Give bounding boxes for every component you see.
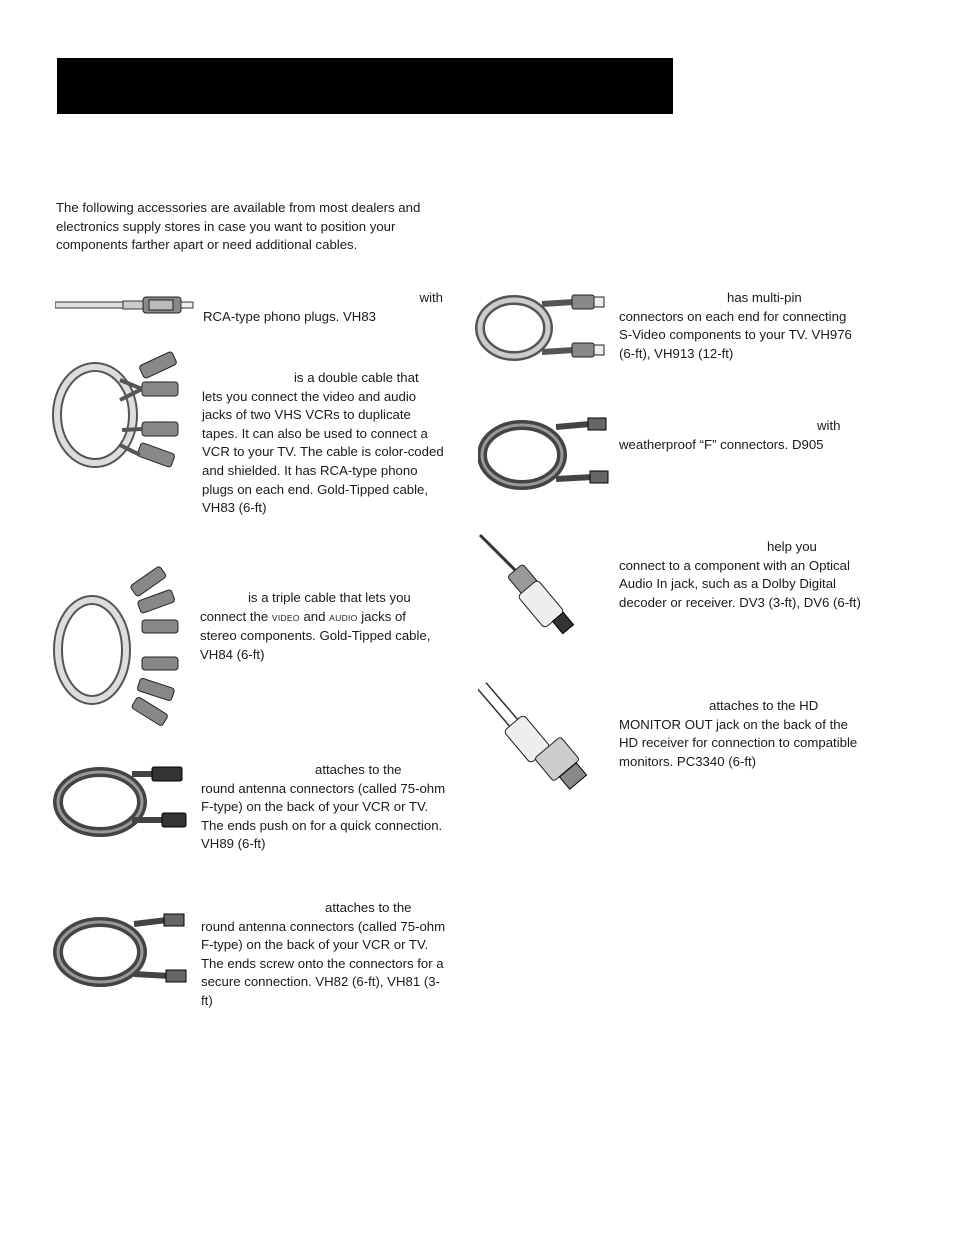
item-hd-desc: [619, 697, 859, 771]
item-triple-body-post: jacks of stereo components. Gold-Tipped cable, VH84 (6-ft): [200, 608, 431, 662]
triple-cable-image: [52, 565, 192, 730]
item-triple-desc: [200, 589, 444, 664]
item-rca-body: RCA-type phono plugs. VH83: [203, 308, 377, 324]
item-hd-lead: attaches to the HD: [709, 698, 819, 713]
item-double-lead: is a double cable that: [294, 370, 419, 385]
item-screwon-body: round antenna connectors (called 75-ohm F-type) on the back of your VCR or TV. The ends screw onto the connectors for a secure connection. VH82 (6-ft), VH81 (3-ft): [201, 918, 446, 1008]
item-svideo-lead: has multi-pin: [727, 290, 802, 305]
audio-smallcaps: AUDIO: [329, 612, 358, 623]
item-pushon-lead: attaches to the: [315, 762, 402, 777]
weatherproof-coax-image: [478, 415, 613, 493]
item-triple-body: [200, 608, 444, 665]
item-double-body: lets you connect the video and audio jacks of two VHS VCRs to duplicate tapes. It can also be used to connect a VCR to your TV. The cable is color-coded and shielded. It has RCA-type phono plugs on each end. Gold-Tipped cable, VH83 (6-ft): [202, 388, 444, 516]
item-optical-lead: help you: [767, 539, 817, 554]
item-rca-desc: [203, 289, 443, 326]
item-weatherproof-lead: with: [817, 418, 841, 433]
svideo-cable-image: [474, 292, 614, 364]
item-triple-lead: is a triple cable that lets you: [248, 590, 411, 605]
item-triple-body-pre: connect the: [200, 608, 272, 624]
hd-monitor-cable-image: [478, 682, 598, 802]
item-pushon-desc: [201, 761, 447, 854]
item-weatherproof-desc: [619, 417, 859, 454]
item-svideo-body: connectors on each end for connecting S-Video components to your TV. VH976 (6-ft), VH913 (12-ft): [619, 308, 852, 361]
item-screwon-desc: [201, 899, 447, 1011]
rca-cable-image: [55, 295, 195, 317]
item-weatherproof-body: weatherproof “F” connectors. D905: [619, 436, 824, 452]
optical-cable-image: [478, 533, 588, 648]
item-pushon-body: round antenna connectors (called 75-ohm F-type) on the back of your VCR or TV. The ends push on for a quick connection. VH89 (6-ft): [201, 780, 446, 852]
item-screwon-lead: attaches to the: [325, 900, 412, 915]
screwon-coax-image: [52, 912, 192, 990]
item-rca-lead: with: [419, 290, 443, 305]
intro-text: The following accessories are available from most dealers and electronics supply stores in case you want to position your components farther apart or need additional cables.: [56, 200, 421, 252]
video-smallcaps: VIDEO: [271, 612, 300, 623]
item-optical-body: connect to a component with an Optical Audio In jack, such as a Dolby Digital decoder or receiver. DV3 (3-ft), DV6 (6-ft): [619, 557, 861, 610]
item-svideo-desc: [619, 289, 859, 363]
header-bar: [57, 58, 673, 114]
item-hd-body: MONITOR OUT jack on the back of the HD receiver for connection to compatible monitors. PC3340 (6-ft): [619, 716, 858, 769]
double-cable-image: [50, 350, 190, 475]
item-optical-desc: [619, 538, 873, 612]
item-triple-body-mid: and: [299, 608, 330, 624]
item-double-desc: [202, 369, 444, 518]
pushon-coax-image: [52, 762, 192, 842]
